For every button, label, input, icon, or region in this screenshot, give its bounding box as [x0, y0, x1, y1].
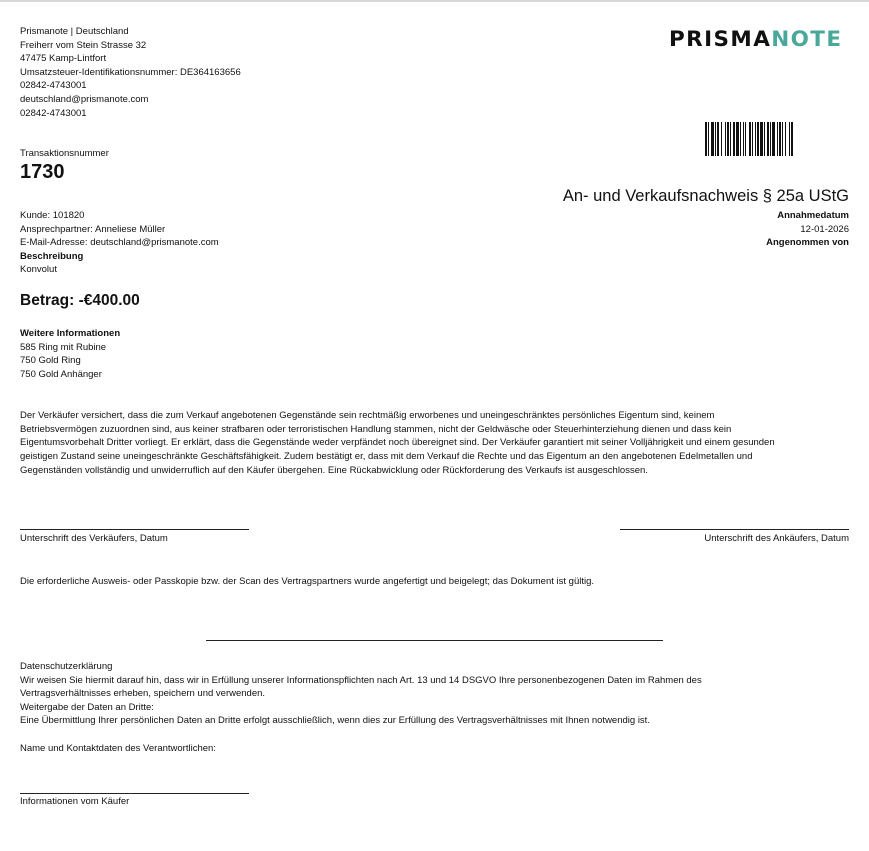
buyer-info — [20, 784, 249, 807]
acceptance-meta — [766, 209, 849, 250]
customer-id: Kunde: 101820 — [20, 210, 85, 221]
accepted-date-label: Annahmedatum — [777, 210, 849, 221]
privacy-line: Vertragsverhältnisses erheben, speichern und verwenden. — [20, 688, 266, 700]
buyer-info-line — [20, 784, 249, 794]
seller-declaration — [20, 409, 852, 478]
prismanote-logo — [669, 27, 842, 52]
declaration-line: Der Verkäufer versichert, dass die zum Verkauf angebotenen Gegenstände sein rechtmäßig erworbenes und uneingeschränktes persönliches Eigentum sind, keinem — [20, 410, 715, 421]
privacy-line: Eine Übermittlung Ihrer persönlichen Daten an Dritte erfolgt ausschließlich, wenn dies zur Erfüllung des Vertragsverhältnisses mit Ihnen notwendig ist. — [20, 715, 650, 727]
transaction-number: 1730 — [20, 161, 65, 183]
company-line: deutschland@prismanote.com — [20, 93, 149, 105]
accepted-date: 12-01-2026 — [800, 223, 849, 235]
info-item: 750 Gold Ring — [20, 355, 81, 367]
company-line: Umsatzsteuer-Identifikationsnummer: DE364163656 — [20, 66, 241, 78]
declaration-line: Betriebsvermögen zuzuordnen sind, aus keiner strafbaren oder terroristischen Handlung stammen, nicht der Geldwäsche oder Steuerhinterziehung dienen und dass kein — [20, 423, 732, 435]
buyer-signature-line — [620, 519, 849, 530]
privacy-spacer — [20, 728, 852, 742]
seller-signature — [20, 519, 249, 546]
buyer-info-label: Informationen vom Käufer — [20, 796, 130, 807]
privacy-statement — [20, 660, 852, 755]
barcode-icon — [705, 122, 849, 156]
info-item: 585 Ring mit Rubine — [20, 341, 107, 353]
privacy-line: Wir weisen Sie hiermit darauf hin, dass wir in Erfüllung unserer Informationspflichten nach Art. 13 und 14 DSGVO Ihre personenbezogenen Daten im Rahmen des — [20, 674, 702, 686]
section-divider — [206, 640, 663, 641]
logo-part-note: NOTE — [771, 27, 843, 52]
declaration-line: Eigentumsvorbehalt Dritter vorliegt. Er erklärt, dass die Gegenstände weder verpfändet noch übereignet sind. Der Verkäufer garantiert mit seiner Volljährigkeit und einem gesunden — [20, 437, 775, 449]
declaration-line: Gegenständen vollständig und unwiderruflich auf den Käufer übergehen. Eine Rückabwicklung oder Rückforderung des Verkaufs ist ausgeschlossen. — [20, 464, 648, 476]
amount: Betrag: -€400.00 — [20, 292, 140, 309]
buyer-signature-label: Unterschrift des Ankäufers, Datum — [704, 533, 849, 544]
company-line: 02842-4743001 — [20, 107, 87, 119]
buyer-signature — [620, 519, 849, 546]
accepted-by-label: Angenommen von — [766, 237, 849, 249]
privacy-title: Datenschutzerklärung — [20, 661, 113, 672]
info-item: 750 Gold Anhänger — [20, 368, 102, 380]
logo-part-prisma: PRISMA — [669, 27, 772, 52]
company-line: Freiherr vom Stein Strasse 32 — [20, 39, 147, 51]
top-border — [0, 0, 869, 2]
customer-block — [20, 209, 219, 277]
company-line: Prismanote | Deutschland — [20, 26, 129, 37]
privacy-line: Weitergabe der Daten an Dritte: — [20, 701, 154, 713]
transaction-label: Transaktionsnummer — [20, 148, 109, 159]
privacy-line: Name und Kontaktdaten des Verantwortlichen: — [20, 742, 216, 754]
additional-info — [20, 327, 120, 381]
customer-email: E-Mail-Adresse: deutschland@prismanote.com — [20, 237, 219, 249]
description-value: Konvolut — [20, 264, 57, 276]
description-label: Beschreibung — [20, 250, 84, 262]
id-copy-note: Die erforderliche Ausweis- oder Passkopie bzw. der Scan des Vertragspartners wurde angefertigt und beigelegt; das Dokument ist gültig. — [20, 576, 595, 587]
declaration-line: geistigen Zustand seine uneingeschränkte Geschäftsfähigkeit. Zudem bestätigt er, dass mit dem Verkauf die Rechte und das Eigentum an den angebotenen Edelmetallen und — [20, 451, 753, 463]
contact-person: Ansprechpartner: Anneliese Müller — [20, 223, 166, 235]
company-line: 47475 Kamp-Lintfort — [20, 53, 107, 65]
document-title: An- und Verkaufsnachweis § 25a UStG — [562, 187, 849, 205]
additional-info-label: Weitere Informationen — [20, 328, 121, 339]
company-address — [20, 25, 241, 120]
seller-signature-line — [20, 519, 249, 530]
company-line: 02842-4743001 — [20, 80, 87, 92]
seller-signature-label: Unterschrift des Verkäufers, Datum — [20, 533, 168, 544]
